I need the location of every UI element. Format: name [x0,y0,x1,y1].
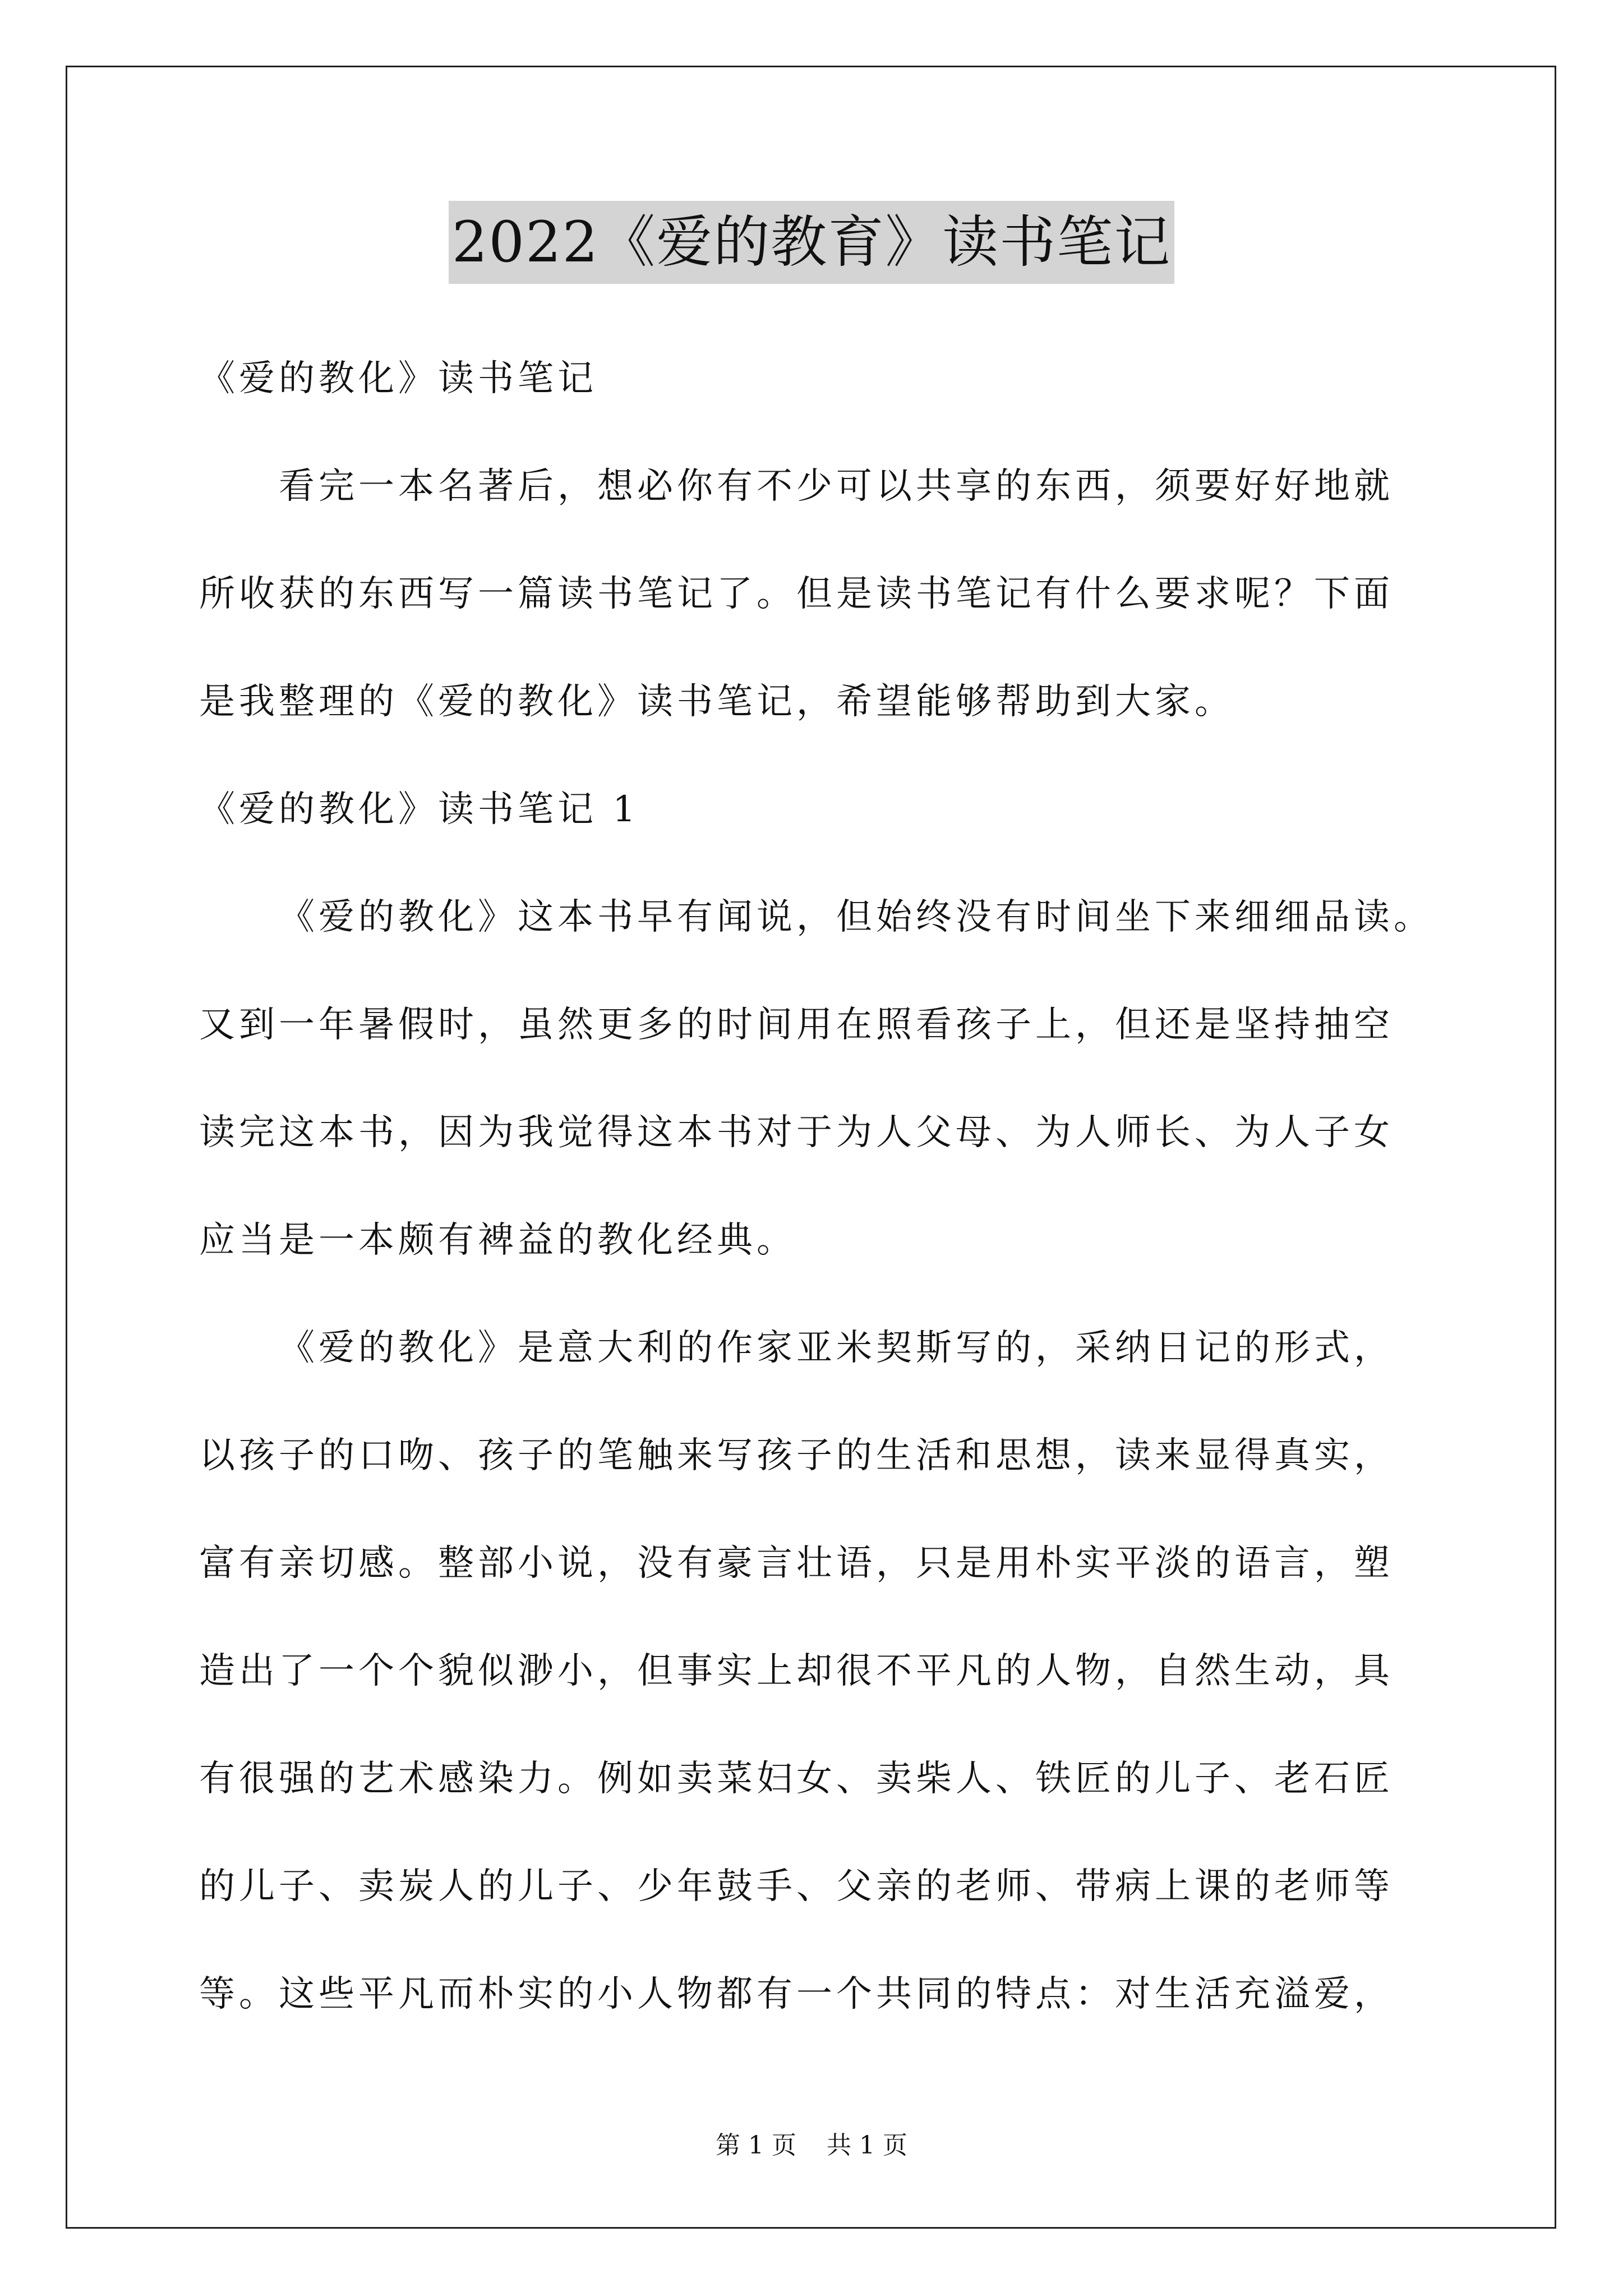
page-footer [0,2129,1623,2162]
body-line: 应当是一本颇有裨益的教化经典。 [199,1220,796,1261]
body-line: 看完一本名著后，想必你有不少可以共享的东西，须要好好地就 [279,466,1394,507]
page-number: 第 1 页 [716,2131,796,2160]
body-line: 是我整理的《爱的教化》读书笔记，希望能够帮助到大家。 [199,681,1234,723]
document-body [199,337,1461,2060]
body-line: 《爱的教化》读书笔记 [199,358,597,399]
body-line: 造出了一个个貌似渺小，但事实上却很不平凡的人物，自然生动，具 [199,1650,1394,1692]
body-line: 所收获的东西写一篇读书笔记了。但是读书笔记有什么要求呢？下面 [199,573,1394,615]
title-container [0,201,1623,284]
body-line: 又到一年暑假时，虽然更多的时间用在照看孩子上，但还是坚持抽空 [199,1004,1394,1046]
document-title: 2022《爱的教育》读书笔记 [449,201,1175,284]
body-line: 以孩子的口吻、孩子的笔触来写孩子的生活和思想，读来显得真实， [199,1435,1394,1476]
body-line: 《爱的教化》是意大利的作家亚米契斯写的，采纳日记的形式， [279,1327,1394,1369]
body-line: 《爱的教化》这本书早有闻说，但始终没有时间坐下来细细品读。 [279,896,1433,938]
body-line: 等。这些平凡而朴实的小人物都有一个共同的特点：对生活充溢爱， [199,1973,1394,2015]
body-line: 的儿子、卖炭人的儿子、少年鼓手、父亲的老师、带病上课的老师等 [199,1866,1394,1907]
body-line: 《爱的教化》读书笔记 1 [199,789,640,830]
page-total: 共 1 页 [827,2131,907,2160]
body-line: 富有亲切感。整部小说，没有豪言壮语，只是用朴实平淡的语言，塑 [199,1543,1394,1584]
body-line: 读完这本书，因为我觉得这本书对于为人父母、为人师长、为人子女 [199,1112,1394,1153]
body-line: 有很强的艺术感染力。例如卖菜妇女、卖柴人、铁匠的儿子、老石匠 [199,1758,1394,1800]
